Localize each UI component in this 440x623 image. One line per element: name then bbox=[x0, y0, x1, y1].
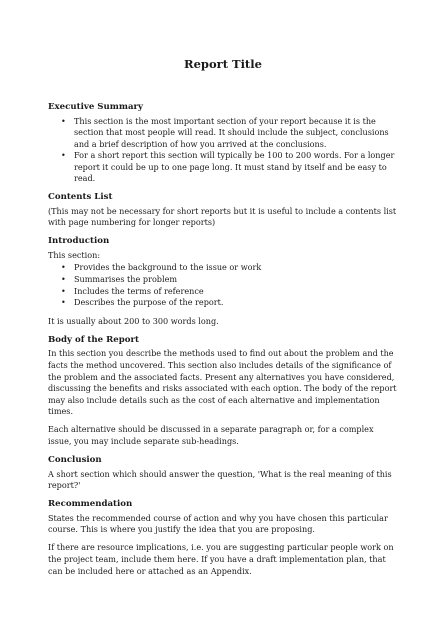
list-item: • Provides the background to the issue or work bbox=[62, 262, 398, 274]
list-item: • Describes the purpose of the report. bbox=[62, 297, 398, 309]
executive-summary-list bbox=[48, 116, 398, 186]
list-item: • This section is the most important section of your report because it is the section that most people will read. It should include the subject, conclusions and a brief description of how you arrived at the conclusions. bbox=[62, 116, 398, 151]
section-introduction bbox=[48, 235, 398, 327]
contents-list-text: (This may not be necessary for short reports but it is useful to include a contents list with page numbering for longer reports) bbox=[48, 205, 397, 228]
list-item: • Includes the terms of reference bbox=[62, 286, 398, 298]
recommendation-paragraph: States the recommended course of action and why you have chosen this particular course. This is where you justify the idea that you are proposing. bbox=[48, 512, 388, 535]
body-paragraph: In this section you describe the methods used to find out about the problem and the facts the method uncovered. This section also includes details of the significance of the problem and the associated facts. Present any alternatives you have considered, discussing the benefits and risks associated with each option. The body of the report may also include details such as the cost of each alternative and implementation times. bbox=[48, 348, 397, 417]
body-paragraph: Each alternative should be discussed in a separate paragraph or, for a complex issue, you may include separate sub-headings. bbox=[48, 424, 374, 446]
section-conclusion bbox=[48, 454, 398, 492]
heading-body: Body of the Report bbox=[48, 334, 139, 345]
introduction-closing: It is usually about 200 to 300 words long. bbox=[48, 315, 219, 326]
report-title: Report Title bbox=[184, 57, 262, 71]
section-recommendation bbox=[48, 498, 398, 577]
list-item: • Summarises the problem bbox=[62, 274, 398, 286]
section-contents-list bbox=[48, 191, 398, 229]
heading-contents-list: Contents List bbox=[48, 192, 113, 203]
section-body bbox=[48, 334, 398, 448]
heading-conclusion: Conclusion bbox=[48, 455, 102, 466]
section-executive-summary bbox=[48, 101, 398, 185]
conclusion-text: A short section which should answer the question, 'What is the real meaning of this report?' bbox=[48, 468, 392, 491]
list-item: • For a short report this section will typically be 100 to 200 words. For a longer report it could be up to one page long. It must stand by itself and be easy to read. bbox=[62, 150, 398, 185]
recommendation-paragraph: If there are resource implications, i.e. you are suggesting particular people work on the project team, include them here. If you have a draft implementation plan, that can be included here or attached as an Appendix. bbox=[48, 542, 394, 576]
introduction-list bbox=[48, 262, 398, 308]
heading-introduction: Introduction bbox=[48, 236, 110, 247]
heading-executive-summary: Executive Summary bbox=[48, 102, 144, 112]
introduction-lead: This section: bbox=[48, 249, 101, 260]
heading-recommendation: Recommendation bbox=[48, 499, 133, 510]
